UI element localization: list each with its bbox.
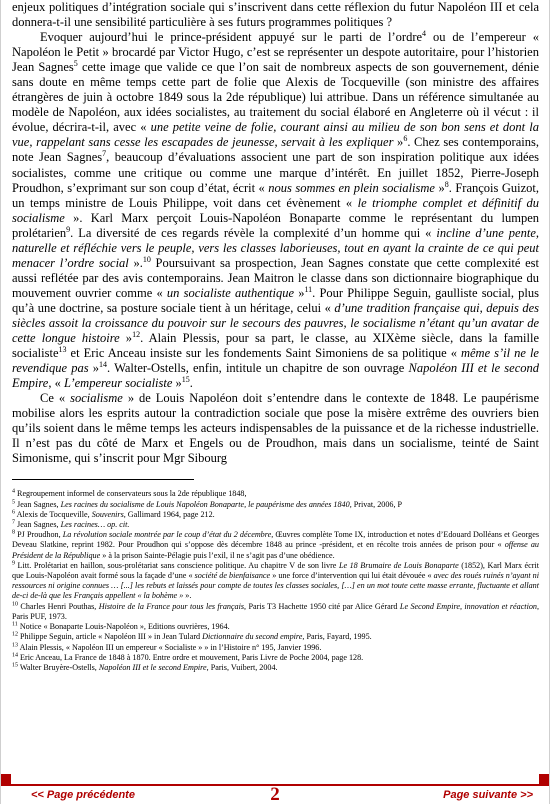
text-run: . Alain Plessis, pour sa part, le classe, au XIXème siècle, dans la famille socialiste: [12, 331, 540, 361]
italic-text: société de bienfaisance: [194, 571, 271, 581]
italic-text: L’empereur socialiste: [63, 376, 173, 391]
footnote: [12, 520, 539, 530]
italic-text: Le Second Empire, innovation et réaction: [399, 601, 537, 611]
text-run: Litt. Prolétariat en haillon, sous-prolétariat sans conscience politique. Au chapitre V de son livre: [15, 560, 339, 570]
footnote-number: 12: [12, 631, 18, 638]
footnote-reference: 7: [102, 149, 107, 159]
footnote-number: 6: [12, 509, 15, 516]
previous-page-link[interactable]: << Page précédente: [31, 789, 135, 801]
text-run: Philippe Seguin, article « Napoléon III » in Jean Tulard: [18, 632, 203, 642]
text-run: , Œuvres complète Tome IX, introduction et notes d’Edouard Dolléans et Georges Deveau Slatkine, reprint 1982. Pour Proudhon qui s’oppose dès décembre 1848 au prince -président, et en récolte trois années de prison pour «: [12, 530, 540, 550]
italic-text: une petite veine de folie, courant ainsi au milieu de son bon sens et dont la vue, rappelant sans cesse les escapades de jeunesse, servait à les expliquer: [12, 120, 539, 150]
footnote: [12, 530, 539, 561]
footnote-number: 11: [12, 621, 18, 628]
footnote-reference: 5: [73, 59, 78, 69]
text-run: enjeux politiques d’intégration sociale qui s’inscrivent dans cette réflexion du futur Napoléon III et cela donnera-t-il une sensibilité particulière à ses futurs programmes politiques ?: [12, 0, 539, 30]
text-run: Eric Anceau, La France de 1848 à 1870. Entre ordre et mouvement, Paris Livre de Poche 2004, page 128.: [18, 652, 364, 662]
corner-mark-right: [539, 774, 549, 784]
text-run: (1852), Karl Marx écrit que Louis-Napoléon avait formé sous la façade d’une «: [12, 560, 539, 581]
paragraph: [12, 30, 539, 391]
footnote: [12, 510, 539, 520]
main-text: [12, 0, 539, 466]
italic-text: un socialiste authentique: [166, 285, 295, 300]
footnote: [12, 561, 539, 602]
italic-text: offense au Président de la République: [12, 540, 539, 560]
text-run: » à la prison Sainte-Pélagie puis l’exil, il ne s’agit pas d’une obédience.: [100, 550, 335, 560]
text-run: , Gallimard 1964, page 212.: [123, 509, 215, 519]
text-run: Alexis de Tocqueville,: [15, 509, 92, 519]
paragraph: [12, 391, 539, 466]
text-run: Poursuivant sa prospection, Jean Sagnes constate que cette complexité est aussi reflétée par des avis contemporains. Jean Maitron le classe dans son dictionnaire biographique du mouvement ouvrier comme «: [12, 255, 540, 300]
italic-text: La révolution sociale montrée par le coup d’état du 2 décembre: [62, 530, 272, 540]
footnote-number: 7: [12, 519, 15, 526]
footnote-reference: 9: [66, 224, 71, 234]
footnote-reference: 10: [142, 254, 151, 264]
text-run: » de Louis Napoléon doit s’entendre dans le contexte de 1848. Le paupérisme mobilise alors les esprits autour la contradiction sociale que pose la misère extrême des ouvriers bien qu’ils soient dans le même temps les acteurs indispensables de la puissance et de la richesse industrielle. Il n’est pas du côté de Marx et Engels ou de Proudhon, mais dans un socialisme, teinté de Saint Simonisme, qui s’inscrit pour Mgr Sibourg: [12, 391, 540, 466]
text-run: et Eric Anceau insiste sur les fondements Saint Simoniens de sa politique «: [66, 346, 461, 361]
text-run: »: [434, 180, 445, 195]
footnote-reference: 14: [99, 359, 108, 369]
text-run: , Paris, Vuibert, 2004.: [206, 662, 278, 672]
footnote-number: 9: [12, 560, 15, 567]
footnote: [12, 489, 539, 499]
text-run: . Chez ses contemporains, note Jean Sagnes: [12, 135, 539, 165]
footnote-reference: 8: [444, 179, 449, 189]
text-run: . Pour Philippe Seguin, gaulliste social, plus qu’à une doctrine, sa posture sociale tient à un héritage, celui «: [12, 285, 540, 315]
footnote-number: 10: [12, 600, 18, 607]
italic-text: Les racines du socialisme de Louis Napoléon Bonaparte, le paupérisme des années 1840: [60, 499, 350, 509]
text-run: . François Guizot, un temps ministre de Louis Philippe, voit dans cet évènement «: [12, 180, 540, 210]
page-number: 2: [270, 784, 280, 805]
footnote-reference: 12: [132, 329, 141, 339]
italic-text: nous sommes en plein socialisme: [268, 180, 435, 195]
text-run: »: [294, 285, 305, 300]
text-run: ou de l’empereur « Napoléon le Petit » brocardé par Victor Hugo, c’est se représenter un despote autoritaire, pour l’historien Jean Sagnes: [12, 30, 539, 75]
text-run: Jean Sagnes,: [15, 520, 61, 530]
footnote-number: 5: [12, 498, 15, 505]
text-run: Jean Sagnes,: [15, 499, 61, 509]
text-run: , Paris, Fayard, 1995.: [302, 632, 372, 642]
italic-text: avec des roués ruinés n’ayant ni ressources ni origine connues … [...] les rebuts et laissés pour compte de toutes les classes sociales, […] en un mot toute cette masse errante, fluctuante et allant de-ci de-là que les Français appellent « la bohème »: [12, 571, 540, 601]
text-run: , Paris PUF, 1973.: [12, 601, 539, 621]
italic-text: Napoléon III et le second Empire: [12, 361, 540, 391]
text-run: ».: [183, 591, 192, 601]
next-page-link[interactable]: Page suivante >>: [443, 789, 533, 801]
text-run: Notice « Bonaparte Louis-Napoléon », Editions ouvrières, 1964.: [17, 622, 230, 632]
footnote: [12, 500, 539, 510]
italic-text: Les racines… op. cit.: [60, 520, 130, 530]
text-run: ». Karl Marx perçoit Louis-Napoléon Bonaparte comme le représentant du lumpen prolétarien: [12, 210, 539, 240]
footnotes: [12, 489, 539, 673]
footnote: [12, 653, 539, 663]
paragraph: [12, 0, 539, 30]
footnote-separator: [12, 479, 194, 480]
text-run: »: [393, 135, 404, 150]
corner-mark-left: [1, 774, 11, 784]
footnote-reference: 6: [403, 134, 408, 144]
text-run: cette image que valide ce que l’on sait de nombreux aspects de son gouvernement, dénie sans doute en même temps cette part de folie que Alexis de Tocqueville (son ministre des affaires étrangères de juin à octobre 1849 sous la 2de république) lui attribue. Dans un référence simultanée au modèle de Napoléon, aux idées socialistes, au traitement du social élaboré en Angleterre où il vécut : il évolue, décrira-t-il, avec «: [12, 60, 539, 135]
text-run: , «: [48, 376, 64, 391]
footnote: [12, 602, 539, 622]
italic-text: socialisme: [70, 391, 123, 406]
footnote-number: 8: [12, 529, 15, 536]
italic-text: incline d’une pente, naturelle et réfléchie vers le peuple, vers les classes laborieuses, tout en ayant la crainte de ce qui peut menacer l’ordre social: [12, 225, 539, 270]
text-run: ».: [128, 255, 143, 270]
text-run: PJ Proudhon,: [15, 530, 63, 540]
text-run: . La diversité de ces regards révèle la complexité d’un homme qui «: [70, 225, 437, 240]
italic-text: d’une tradition française qui, depuis des siècles assoit la croissance du pouvoir sur le secours des pauvres, le socialisme n’étant qu’un avatar de cette longue histoire: [12, 300, 539, 346]
text-run: » une force d’intervention qui lui était dévouée «: [270, 571, 434, 581]
italic-text: Le 18 Brumaire de Louis Bonaparte: [338, 560, 459, 570]
footnote-number: 4: [12, 488, 15, 495]
italic-text: Souvenirs: [91, 509, 124, 519]
text-run: , beaucoup d’évaluations associent une part de son inspiration politique aux idées socialistes, comme une critique ou comme une marque d’intérêt. En juillet 1852, Pierre-Joseph Proudhon, s’exprimant sur son coup d’état, écrit «: [12, 150, 539, 195]
italic-text: Dictionnaire du second empire: [202, 632, 303, 642]
footnote: [12, 643, 539, 653]
footnote: [12, 632, 539, 642]
footnote-number: 13: [12, 641, 18, 648]
footnote-number: 14: [12, 651, 18, 658]
text-run: Charles Henri Pouthas,: [18, 601, 99, 611]
italic-text: même s’il ne le revendique pas: [12, 346, 539, 376]
footnote-reference: 15: [181, 375, 190, 385]
text-run: »: [88, 361, 100, 376]
italic-text: Napoléon III et le second Empire: [98, 662, 207, 672]
text-run: Alain Plessis, « Napoléon III un empereur « Socialiste » » in l’Histoire n° 195, Janvier 1996.: [18, 642, 322, 652]
text-run: »: [119, 331, 133, 346]
text-run: Ce «: [40, 391, 71, 406]
text-run: Walter Bruyère-Ostells,: [18, 662, 99, 672]
italic-text: le triomphe complet et définitif du socialisme: [12, 195, 539, 225]
text-run: , Privat, 2006, P: [349, 499, 403, 509]
text-run: Evoquer aujourd’hui le prince-président appuyé sur le parti de l’ordre: [40, 30, 423, 45]
text-run: »: [172, 376, 182, 391]
footnote-reference: 4: [422, 28, 427, 38]
italic-text: Histoire de la France pour tous les français: [98, 601, 245, 611]
text-run: Regroupement informel de conservateurs sous la 2de république 1848,: [15, 489, 247, 499]
footnote-number: 15: [12, 662, 18, 669]
footnote: [12, 663, 539, 673]
footnote-reference: 13: [58, 344, 67, 354]
text-run: . Walter-Ostells, enfin, intitule un chapitre de son ouvrage: [107, 361, 409, 376]
footnote: [12, 622, 539, 632]
page-footer: [1, 784, 549, 804]
footnote-reference: 11: [304, 284, 313, 294]
text-run: , Paris T3 Hachette 1950 cité par Alice Gérard: [244, 601, 400, 611]
text-run: .: [189, 376, 193, 391]
